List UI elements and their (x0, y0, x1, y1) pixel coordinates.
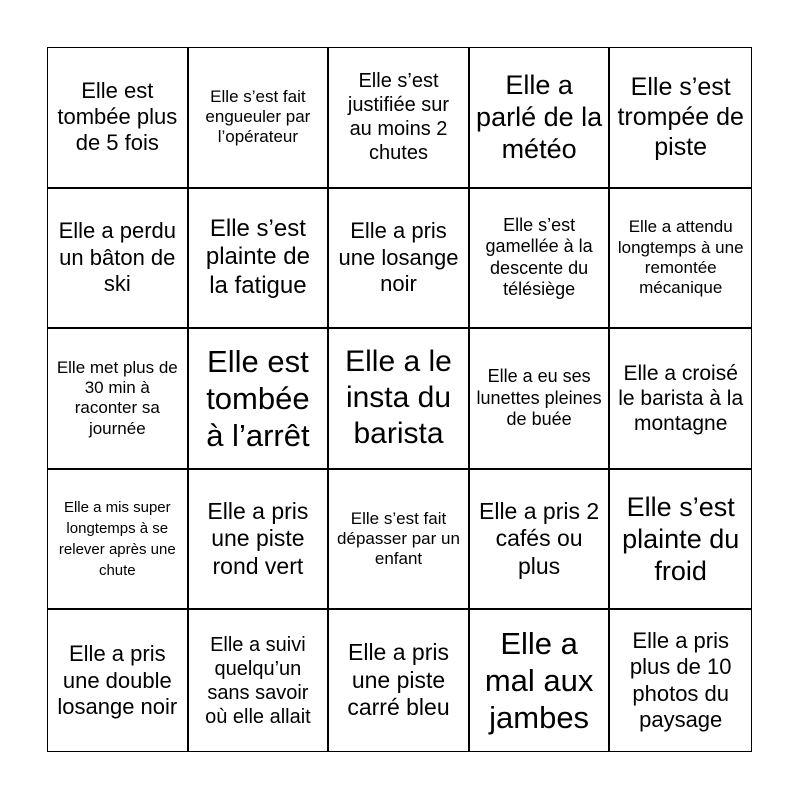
cell-text: Elle s’est justifiée sur au moins 2 chutes (347, 70, 450, 165)
cell-text: Elle a pris une piste carré bleu (347, 639, 450, 721)
bingo-cell[interactable] (610, 189, 751, 330)
cell-text: Elle s’est gamellée à la descente du télésiège (485, 214, 593, 300)
bingo-cell[interactable] (610, 329, 751, 470)
cell-text: Elle a perdu un bâton de ski (58, 218, 176, 297)
cell-text: Elle a croisé le barista à la montagne (618, 361, 744, 436)
bingo-cell[interactable] (329, 189, 470, 330)
bingo-cell[interactable] (189, 610, 330, 751)
bingo-cell[interactable] (470, 470, 611, 611)
bingo-cell[interactable] (189, 470, 330, 611)
bingo-cell[interactable] (610, 470, 751, 611)
bingo-cell[interactable] (329, 470, 470, 611)
bingo-cell[interactable] (189, 48, 330, 189)
bingo-cell[interactable] (48, 329, 189, 470)
cell-text: Elle a pris plus de 10 photos du paysage (629, 627, 732, 733)
cell-text: Elle a parlé de la météo (476, 69, 603, 165)
cell-text: Elle a mal aux jambes (484, 625, 594, 736)
cell-text: Elle a le insta du barista (345, 345, 452, 451)
cell-text: Elle s’est fait engueuler par l’opérateur (205, 86, 311, 147)
cell-text: Elle a pris une piste rond vert (207, 497, 309, 579)
cell-text: Elle a suivi quelqu’un sans savoir où elle allait (205, 633, 311, 728)
bingo-cell[interactable] (189, 189, 330, 330)
bingo-cell[interactable] (470, 329, 611, 470)
bingo-cell[interactable] (329, 610, 470, 751)
bingo-cell[interactable] (48, 470, 189, 611)
bingo-cell[interactable] (470, 189, 611, 330)
cell-text: Elle s’est fait dépasser par un enfant (337, 508, 460, 569)
cell-text: Elle a pris une double losange noir (57, 641, 178, 719)
cell-text: Elle met plus de 30 min à raconter sa journée (56, 357, 178, 438)
bingo-cell[interactable] (470, 610, 611, 751)
bingo-cell[interactable] (329, 329, 470, 470)
cell-text: Elle est tombée à l’arrêt (206, 343, 310, 454)
cell-text: Elle a pris une losange noir (338, 218, 459, 297)
bingo-cell[interactable] (189, 329, 330, 470)
cell-text: Elle a eu ses lunettes pleines de buée (476, 366, 602, 430)
bingo-cell[interactable] (329, 48, 470, 189)
cell-text: Elle a mis super longtemps à se relever après une chute (58, 499, 176, 580)
bingo-cell[interactable] (470, 48, 611, 189)
cell-text: Elle a pris 2 cafés ou plus (479, 497, 600, 579)
cell-text: Elle s’est plainte du froid (622, 491, 740, 587)
cell-text: Elle est tombée plus de 5 fois (57, 77, 178, 156)
bingo-cell[interactable] (48, 189, 189, 330)
cell-text: Elle s’est plainte de la fatigue (205, 214, 310, 300)
bingo-board (47, 47, 752, 752)
bingo-cell[interactable] (48, 610, 189, 751)
bingo-cell[interactable] (610, 610, 751, 751)
bingo-cell[interactable] (48, 48, 189, 189)
cell-text: Elle a attendu longtemps à une remontée mécanique (617, 217, 744, 298)
cell-text: Elle s’est trompée de piste (617, 73, 744, 162)
bingo-cell[interactable] (610, 48, 751, 189)
